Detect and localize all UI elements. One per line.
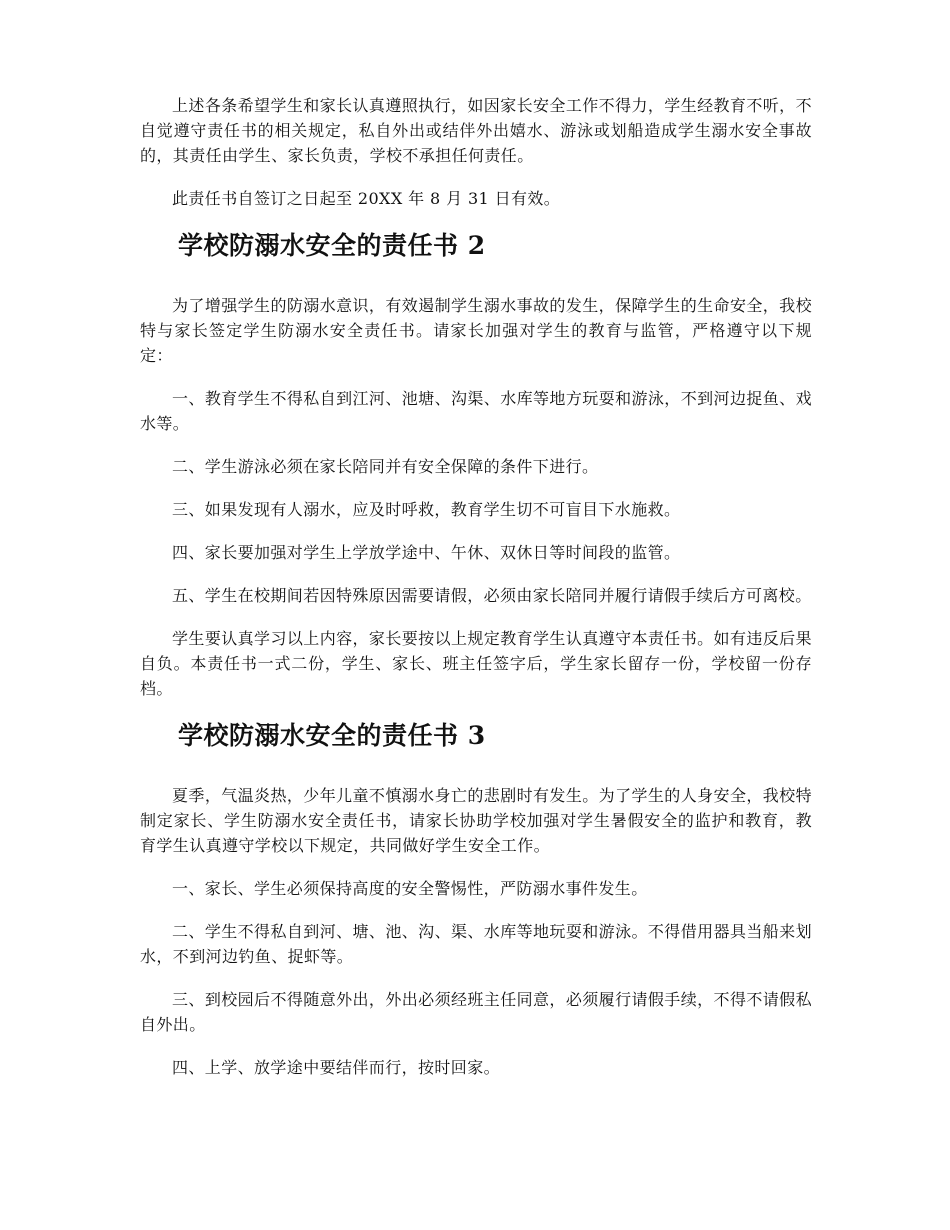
paragraph: 一、家长、学生必须保持高度的安全警惕性，严防溺水事件发生。 xyxy=(172,879,648,898)
paragraph: 三、到校园后不得随意外出，外出必须经班主任同意，必须履行请假手续，不得不请假私自外出。 xyxy=(140,990,812,1034)
paragraph: 学生要认真学习以上内容，家长要按以上规定教育学生认真遵守本责任书。如有违反后果自负。本责任书一式二份，学生、家长、班主任签字后，学生家长留存一份，学校留一份存档。 xyxy=(140,629,812,698)
paragraph: 四、家长要加强对学生上学放学途中、午休、双休日等时间段的监管。 xyxy=(172,543,681,562)
paragraph: 四、上学、放学途中要结伴而行，按时回家。 xyxy=(172,1058,501,1077)
paragraph: 五、学生在校期间若因特殊原因需要请假，必须由家长陪同并履行请假手续后方可离校。 xyxy=(172,586,812,605)
paragraph: 此责任书自签订之日起至 20XX 年 8 月 31 日有效。 xyxy=(172,189,561,208)
paragraph: 上述各条希望学生和家长认真遵照执行，如因家长安全工作不得力，学生经教育不听，不自觉遵守责任书的相关规定，私自外出或结伴外出嬉水、游泳或划船造成学生溺水安全事故的，其责任由学生、家长负责，学校不承担任何责任。 xyxy=(140,96,812,165)
document-page xyxy=(140,93,812,1098)
paragraph: 二、学生不得私自到河、塘、池、沟、渠、水库等地玩耍和游泳。不得借用器具当船来划水，不到河边钓鱼、捉虾等。 xyxy=(140,922,812,966)
paragraph: 一、教育学生不得私自到江河、池塘、沟渠、水库等地方玩耍和游泳，不到河边捉鱼、戏水等。 xyxy=(140,389,812,433)
paragraph: 三、如果发现有人溺水，应及时呼救，教育学生切不可盲目下水施救。 xyxy=(172,500,681,519)
section-heading: 学校防溺水安全的责任书 3 xyxy=(178,721,486,750)
section-heading: 学校防溺水安全的责任书 2 xyxy=(178,231,486,260)
paragraph: 二、学生游泳必须在家长陪同并有安全保障的条件下进行。 xyxy=(172,457,599,476)
paragraph: 为了增强学生的防溺水意识，有效遏制学生溺水事故的发生，保障学生的生命安全，我校特与家长签定学生防溺水安全责任书。请家长加强对学生的教育与监管，严格遵守以下规定： xyxy=(140,296,812,365)
paragraph: 夏季，气温炎热，少年儿童不慎溺水身亡的悲剧时有发生。为了学生的人身安全，我校特制定家长、学生防溺水安全责任书，请家长协助学校加强对学生暑假安全的监护和教育，教育学生认真遵守学校以下规定，共同做好学生安全工作。 xyxy=(140,786,812,855)
